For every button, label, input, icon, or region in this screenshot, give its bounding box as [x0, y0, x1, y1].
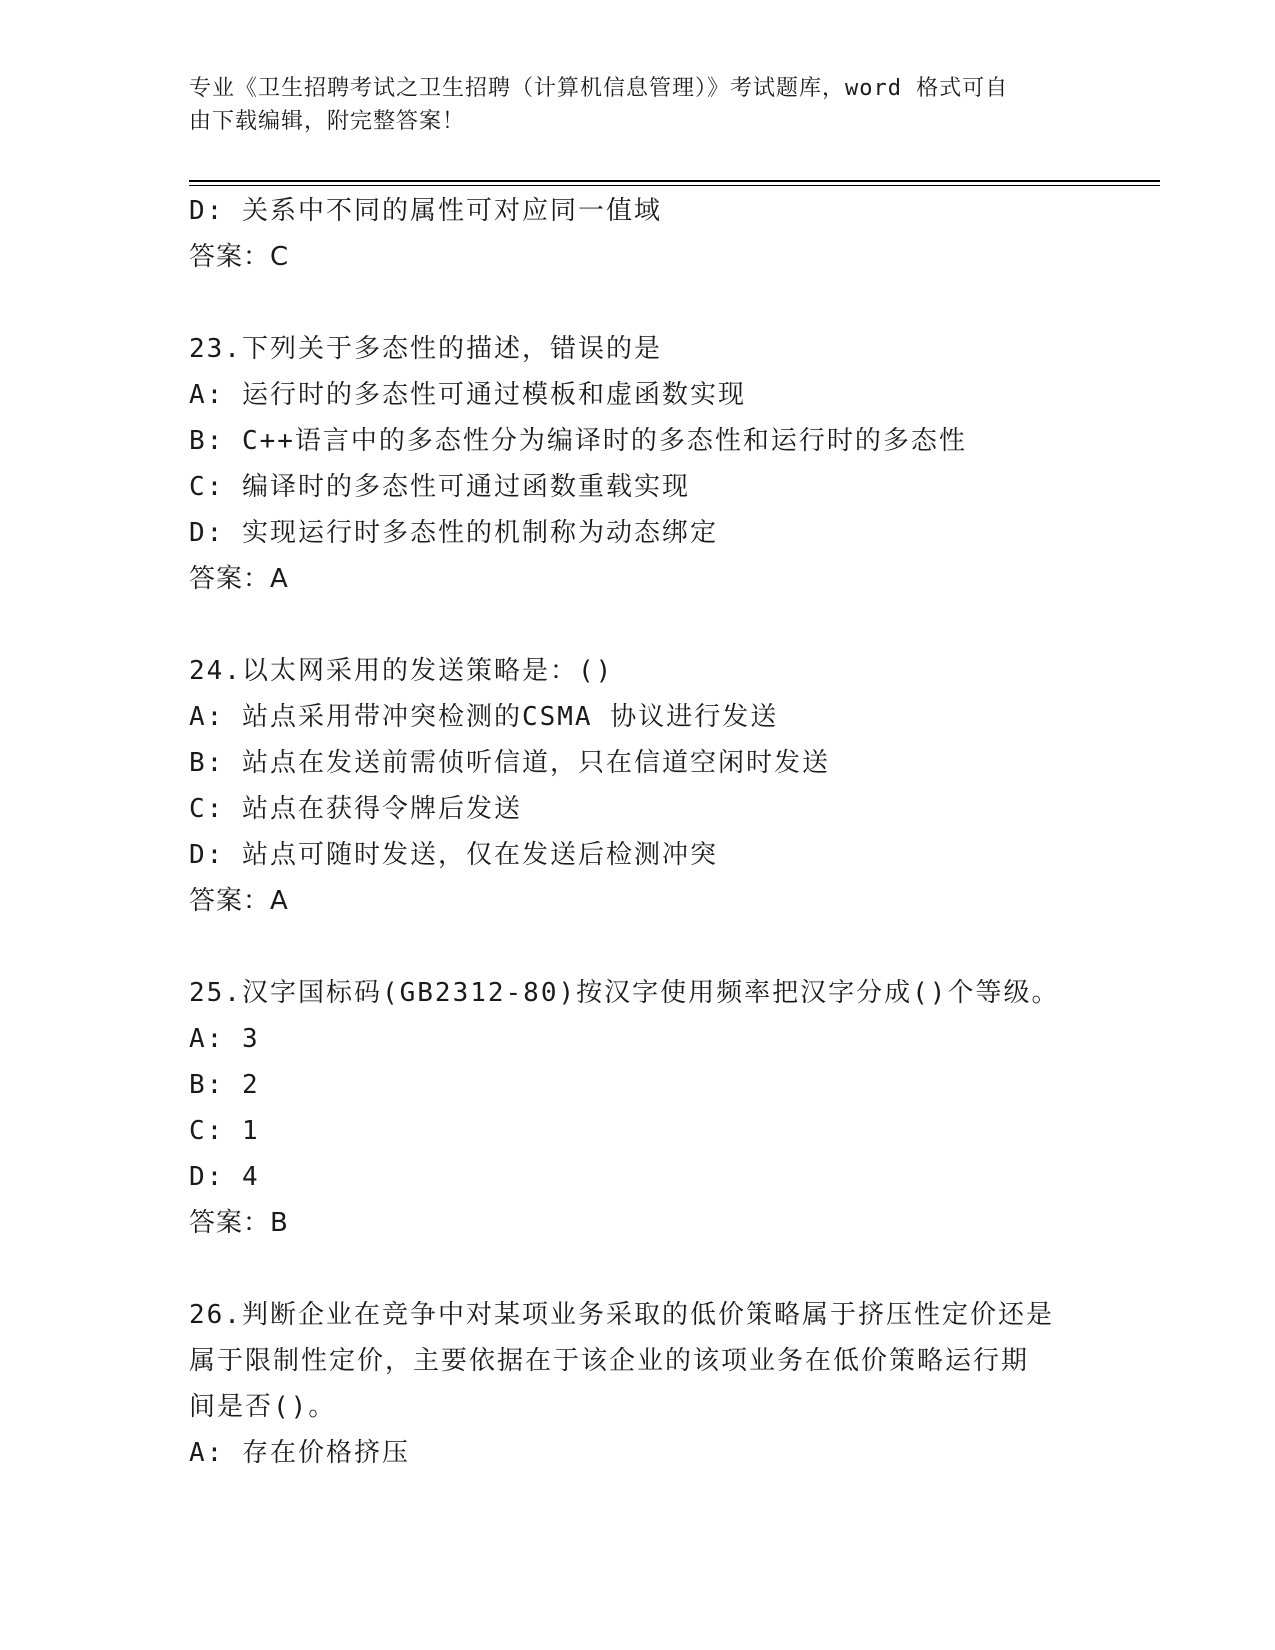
header-rule-thick: [189, 180, 1160, 182]
header-line-1: 专业《卫生招聘考试之卫生招聘（计算机信息管理）》考试题库，word 格式可自: [189, 76, 1009, 101]
question-list: [189, 188, 1149, 1476]
q26-title-line-3: 间是否()。: [189, 1392, 337, 1422]
spacer: [189, 602, 1149, 648]
q23-option-c: C: 编译时的多态性可通过函数重载实现: [189, 472, 690, 502]
q24-title: 24.以太网采用的发送策略是：(): [189, 656, 614, 686]
q25-title: 25.汉字国标码(GB2312-80)按汉字使用频率把汉字分成()个等级。: [189, 978, 1060, 1008]
header-rule-thin: [189, 185, 1160, 186]
q24-answer: 答案：A: [189, 886, 289, 916]
q25-answer: 答案：B: [189, 1208, 289, 1238]
q25-option-a: A: 3: [189, 1024, 260, 1054]
prev-answer: 答案：C: [189, 242, 290, 272]
document-header: [189, 72, 1089, 138]
q25-option-d: D: 4: [189, 1162, 260, 1192]
q23-option-d: D: 实现运行时多态性的机制称为动态绑定: [189, 518, 718, 548]
q23-option-a: A: 运行时的多态性可通过模板和虚函数实现: [189, 380, 746, 410]
q24-option-b: B: 站点在发送前需侦听信道，只在信道空闲时发送: [189, 748, 830, 778]
q24-option-d: D: 站点可随时发送，仅在发送后检测冲突: [189, 840, 718, 870]
spacer: [189, 280, 1149, 326]
q25-option-b: B: 2: [189, 1070, 260, 1100]
q23-answer: 答案：A: [189, 564, 289, 594]
header-line-2: 由下载编辑，附完整答案！: [189, 109, 466, 134]
q26-title-line-1: 26.判断企业在竞争中对某项业务采取的低价策略属于挤压性定价还是: [189, 1300, 1054, 1330]
spacer: [189, 924, 1149, 970]
prev-option-d: D: 关系中不同的属性可对应同一值域: [189, 196, 662, 226]
q25-option-c: C: 1: [189, 1116, 260, 1146]
q23-title: 23.下列关于多态性的描述，错误的是: [189, 334, 662, 364]
q24-option-c: C: 站点在获得令牌后发送: [189, 794, 522, 824]
q23-option-b: B: C++语言中的多态性分为编译时的多态性和运行时的多态性: [189, 426, 967, 456]
q26-title-line-2: 属于限制性定价，主要依据在于该企业的该项业务在低价策略运行期: [189, 1346, 1030, 1376]
q24-option-a: A: 站点采用带冲突检测的CSMA 协议进行发送: [189, 702, 779, 732]
q26-option-a: A: 存在价格挤压: [189, 1438, 410, 1468]
spacer: [189, 1246, 1149, 1292]
